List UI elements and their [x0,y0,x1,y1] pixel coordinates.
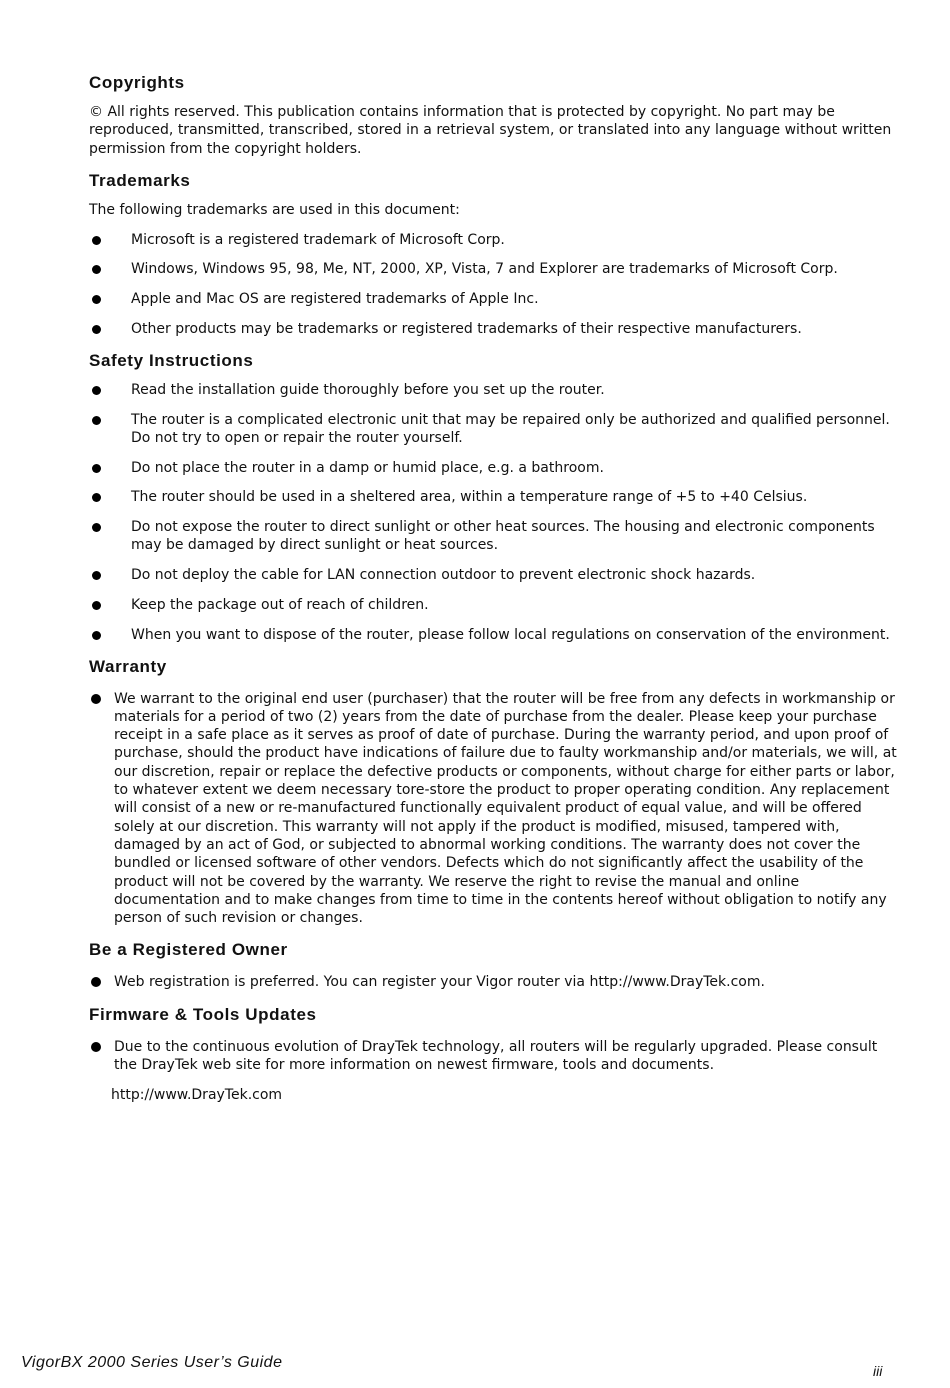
bullet-icon [92,236,101,245]
list-item-text: Do not expose the router to direct sunlight or other heat sources. The housing and electronic components may be damaged by direct sunlight or heat sources. [131,519,875,554]
bullet-icon [92,386,101,395]
list-item [89,973,901,991]
bullet-icon [92,265,101,274]
bullet-icon [92,631,101,640]
registration-list [89,973,901,991]
trademarks-heading: Trademarks [89,171,191,191]
copyrights-text: © All rights reserved. This publication contains information that is protected by copyright. No part may be reproduced, transmitted, transcribed, stored in a retrieval system, or translated into any language without written permission from the copyright holders. [89,104,892,157]
registration-text: Web registration is preferred. You can register your Vigor router via http://www.DrayTek.com. [114,974,765,991]
list-item-text: Windows, Windows 95, 98, Me, NT, 2000, XP, Vista, 7 and Explorer are trademarks of Microsoft Corp. [131,261,838,278]
list-item-text: When you want to dispose of the router, please follow local regulations on conservation of the environment. [131,626,890,643]
list-item [89,290,901,308]
list-item [89,518,901,554]
copyrights-heading: Copyrights [89,73,185,92]
warranty-list [89,690,901,928]
bullet-icon [92,523,101,532]
bullet-icon [92,601,101,610]
draytek-url[interactable]: http://www.DrayTek.com [111,1087,283,1104]
list-item-text: Do not deploy the cable for LAN connection outdoor to prevent electronic shock hazards. [131,567,756,584]
bullet-icon [92,464,101,473]
trademarks-list [89,231,901,339]
firmware-heading: Firmware & Tools Updates [89,1004,317,1024]
list-item [89,320,901,338]
warranty-heading: Warranty [89,656,167,676]
safety-list [89,381,901,644]
bullet-icon [91,1042,101,1052]
bullet-icon [92,295,101,304]
list-item-text: The router should be used in a sheltered area, within a temperature range of +5 to +40 Celsius. [131,489,808,506]
list-item [89,411,901,447]
list-item-text: Other products may be trademarks or registered trademarks of their respective manufacturers. [131,321,802,338]
list-item-text: The router is a complicated electronic unit that may be repaired only be authorized and qualified personnel. Do not try to open or repair the router yourself. [131,411,890,446]
list-item-text: Apple and Mac OS are registered trademarks of Apple Inc. [131,291,539,308]
guide-title: VigorBX 2000 Series User’s Guide [21,1354,283,1371]
list-item-text: Do not place the router in a damp or humid place, e.g. a bathroom. [131,459,604,476]
bullet-icon [91,694,101,704]
bullet-icon [92,325,101,334]
page-number: iii [873,1363,883,1379]
bullet-icon [92,571,101,580]
firmware-text: Due to the continuous evolution of DrayTek technology, all routers will be regularly upgraded. Please consult the DrayTek web site for more information on newest firmware, tools and documents. [114,1038,878,1073]
bullet-icon [92,416,101,425]
list-item-text: Read the installation guide thoroughly before you set up the router. [131,381,605,398]
list-item [89,488,901,506]
firmware-list [89,1038,901,1074]
trademarks-intro: The following trademarks are used in this document: [89,202,460,219]
bullet-icon [91,977,101,987]
list-item [89,690,901,928]
list-item [89,260,901,278]
list-item [89,381,901,399]
list-item [89,626,901,644]
list-item [89,596,901,614]
list-item [89,231,901,249]
list-item-text: Microsoft is a registered trademark of Microsoft Corp. [131,231,505,248]
warranty-text: We warrant to the original end user (purchaser) that the router will be free from any defects in workmanship or materials for a period of two (2) years from the date of purchase from the dealer. Please keep your purchase receipt in a safe place as it serves as proof of date of purchase. During the warranty period, and upon proof of purchase, should the product have indications of failure due to faulty workmanship and/or materials, we will, at our discretion, repair or replace the defective products or components, without charge for either parts or labor, to whatever extent we deem necessary tore-store the product to proper operating condition. Any replacement will consist of a new or re-manufactured functionally equivalent product of equal value, and will be offered solely at our discretion. This warranty will not apply if the product is modified, misused, tampered with, damaged by an act of God, or subjected to abnormal working conditions. The warranty does not cover the bundled or licensed software of other vendors. Defects which do not significantly affect the usability of the product will not be covered by the warranty. We reserve the right to revise the manual and online documentation and to make changes from time to time in the contents hereof without obligation to notify any person of such revision or changes. [114,690,897,927]
list-item-text: Keep the package out of reach of children. [131,597,429,613]
bullet-icon [92,493,101,502]
safety-heading: Safety Instructions [89,350,254,370]
document-page [89,72,901,1104]
list-item [89,459,901,477]
list-item [89,566,901,584]
list-item [89,1038,901,1074]
registration-heading: Be a Registered Owner [89,940,288,960]
